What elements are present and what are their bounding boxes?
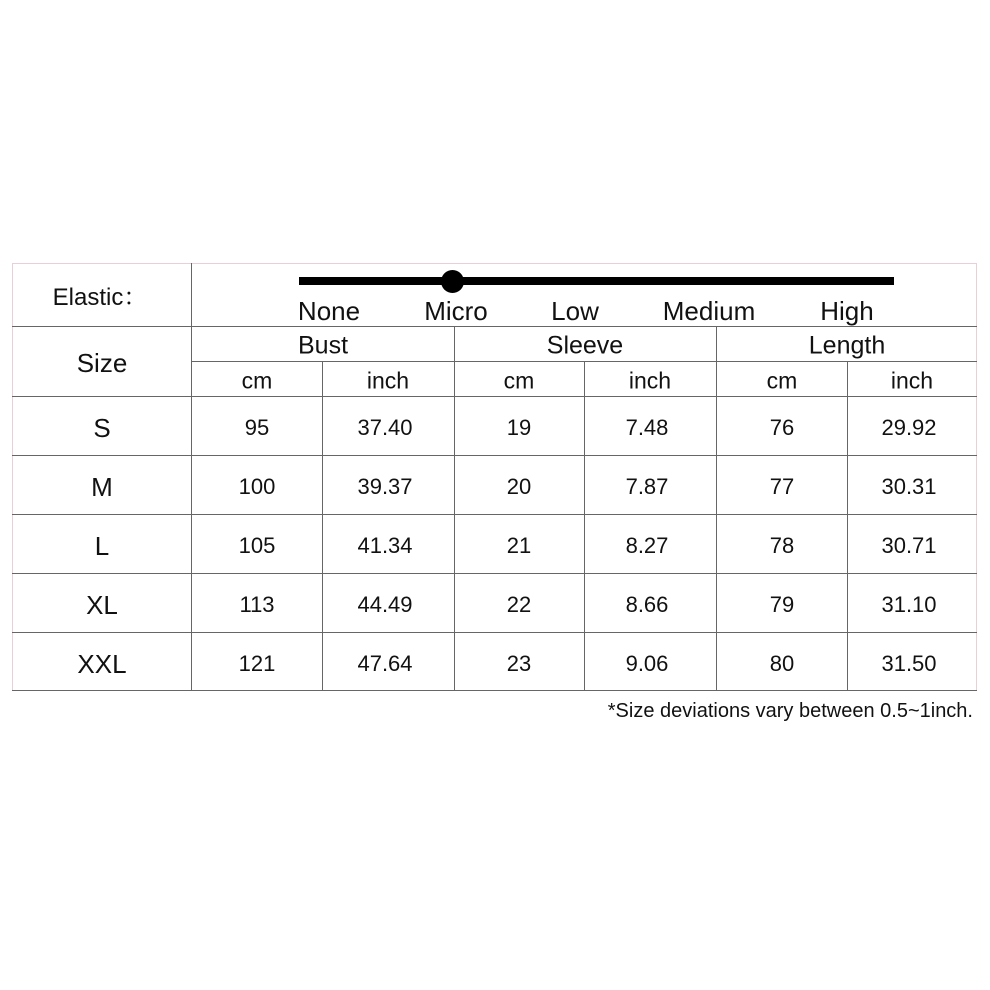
size-cell: XXL: [77, 649, 127, 679]
group-header-length: Length: [808, 331, 886, 360]
table-cell: 105: [238, 533, 276, 558]
unit-header: inch: [628, 367, 672, 394]
size-cell: M: [91, 472, 113, 502]
unit-header: cm: [503, 367, 535, 394]
table-cell: 19: [506, 415, 532, 440]
elastic-level-micro: Micro: [424, 296, 488, 326]
unit-header: cm: [241, 367, 273, 394]
table-cell: 31.50: [881, 651, 937, 676]
size-cell: S: [93, 413, 111, 443]
table-cell: 39.37: [357, 474, 413, 499]
divider: [12, 632, 977, 633]
divider: [12, 690, 977, 691]
size-cell: L: [94, 531, 110, 561]
elastic-level-none: None: [297, 296, 361, 326]
table-cell: 44.49: [357, 592, 413, 617]
table-cell: 7.48: [625, 415, 669, 440]
elastic-label: Elastic：: [52, 284, 148, 311]
table-cell: 47.64: [357, 651, 413, 676]
table-cell: 29.92: [881, 415, 937, 440]
table-cell: 121: [238, 651, 276, 676]
table-cell: 8.66: [625, 592, 669, 617]
elastic-level-high: High: [820, 296, 874, 326]
elastic-level-medium: Medium: [662, 296, 756, 326]
divider: [12, 514, 977, 515]
table-cell: 30.71: [881, 533, 937, 558]
divider: [12, 326, 977, 327]
size-cell: XL: [86, 590, 118, 620]
table-cell: 8.27: [625, 533, 669, 558]
elastic-level-low: Low: [551, 296, 599, 326]
table-cell: 9.06: [625, 651, 669, 676]
divider: [12, 396, 977, 397]
divider: [454, 327, 455, 691]
table-cell: 20: [506, 474, 532, 499]
group-header-sleeve: Sleeve: [546, 331, 624, 360]
table-frame: [12, 263, 977, 691]
table-cell: 76: [769, 415, 795, 440]
table-cell: 41.34: [357, 533, 413, 558]
table-cell: 113: [239, 592, 275, 617]
table-cell: 95: [244, 415, 270, 440]
table-cell: 79: [769, 592, 795, 617]
table-cell: 21: [506, 533, 532, 558]
unit-header: inch: [890, 367, 934, 394]
group-header-bust: Bust: [297, 331, 349, 360]
size-header: Size: [76, 348, 128, 378]
divider: [847, 362, 848, 691]
divider: [191, 361, 977, 362]
table-cell: 22: [506, 592, 532, 617]
divider: [584, 362, 585, 691]
size-deviation-note: *Size deviations vary between 0.5~1inch.: [607, 700, 973, 722]
unit-header: inch: [366, 367, 410, 394]
divider: [716, 327, 717, 691]
table-cell: 23: [506, 651, 532, 676]
table-cell: 80: [769, 651, 795, 676]
divider: [12, 455, 977, 456]
table-cell: 30.31: [881, 474, 937, 499]
unit-header: cm: [766, 367, 798, 394]
divider: [191, 263, 192, 691]
table-cell: 100: [238, 474, 276, 499]
table-cell: 31.10: [881, 592, 937, 617]
elasticity-scale-bar: [299, 277, 894, 285]
table-cell: 77: [769, 474, 795, 499]
table-cell: 37.40: [357, 415, 413, 440]
table-cell: 7.87: [625, 474, 669, 499]
table-cell: 78: [769, 533, 795, 558]
divider: [12, 573, 977, 574]
elasticity-indicator: [441, 270, 464, 293]
divider: [322, 362, 323, 691]
